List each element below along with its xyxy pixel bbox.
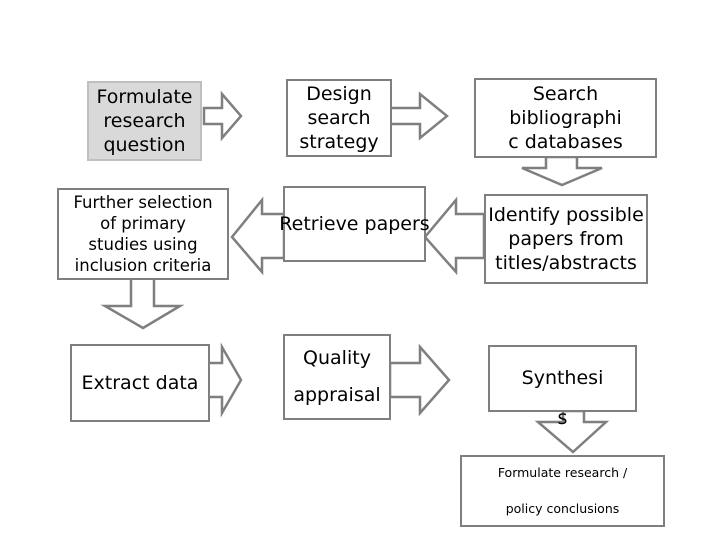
formulate-conclusions-box	[460, 455, 665, 527]
box-line: Formulate	[96, 86, 193, 108]
search-databases-box	[474, 78, 657, 158]
box-line: of primary	[100, 214, 186, 233]
arrow-left-1	[425, 200, 484, 272]
design-search-strategy-box	[286, 79, 392, 157]
quality-appraisal-box	[283, 334, 391, 420]
box-line: Identify possible	[488, 204, 644, 226]
box-line: appraisal	[293, 384, 381, 406]
synthesis-box	[488, 345, 637, 429]
box-line: Quality	[303, 347, 371, 369]
box-line: titles/abstracts	[495, 252, 637, 274]
box-line: Design	[306, 83, 372, 105]
extract-data-box	[70, 344, 210, 422]
box-line: Retrieve papers	[279, 213, 430, 235]
box-line: c databases	[508, 131, 623, 153]
arrow-left-2	[232, 200, 284, 272]
formulate-research-question-box	[87, 81, 202, 161]
arrow-right-4	[390, 347, 449, 413]
box-line: inclusion criteria	[74, 256, 212, 275]
arrow-down-2	[105, 278, 180, 328]
box-line: Formulate research /	[497, 465, 628, 480]
box-line: s	[557, 407, 568, 429]
box-line: search	[307, 107, 371, 129]
box-line: research	[103, 110, 186, 132]
box-line: policy conclusions	[505, 501, 620, 516]
arrow-right-1	[204, 94, 241, 138]
box-line: strategy	[299, 131, 379, 153]
retrieve-papers-box	[279, 186, 430, 262]
identify-papers-box	[484, 194, 648, 284]
arrow-right-3	[208, 347, 241, 413]
arrow-down-3	[538, 411, 606, 452]
box-line: question	[103, 134, 186, 156]
box-line: studies using	[88, 235, 198, 254]
box-line: Extract data	[81, 372, 199, 394]
further-selection-box	[57, 188, 229, 280]
arrow-down-1	[522, 157, 602, 185]
box-line: Further selection	[73, 193, 213, 212]
arrow-right-2	[390, 94, 447, 138]
box-line: Search	[532, 83, 599, 105]
box-line: Synthesi	[521, 367, 604, 389]
box-line: bibliographi	[509, 107, 622, 129]
box-line: papers from	[508, 228, 624, 250]
